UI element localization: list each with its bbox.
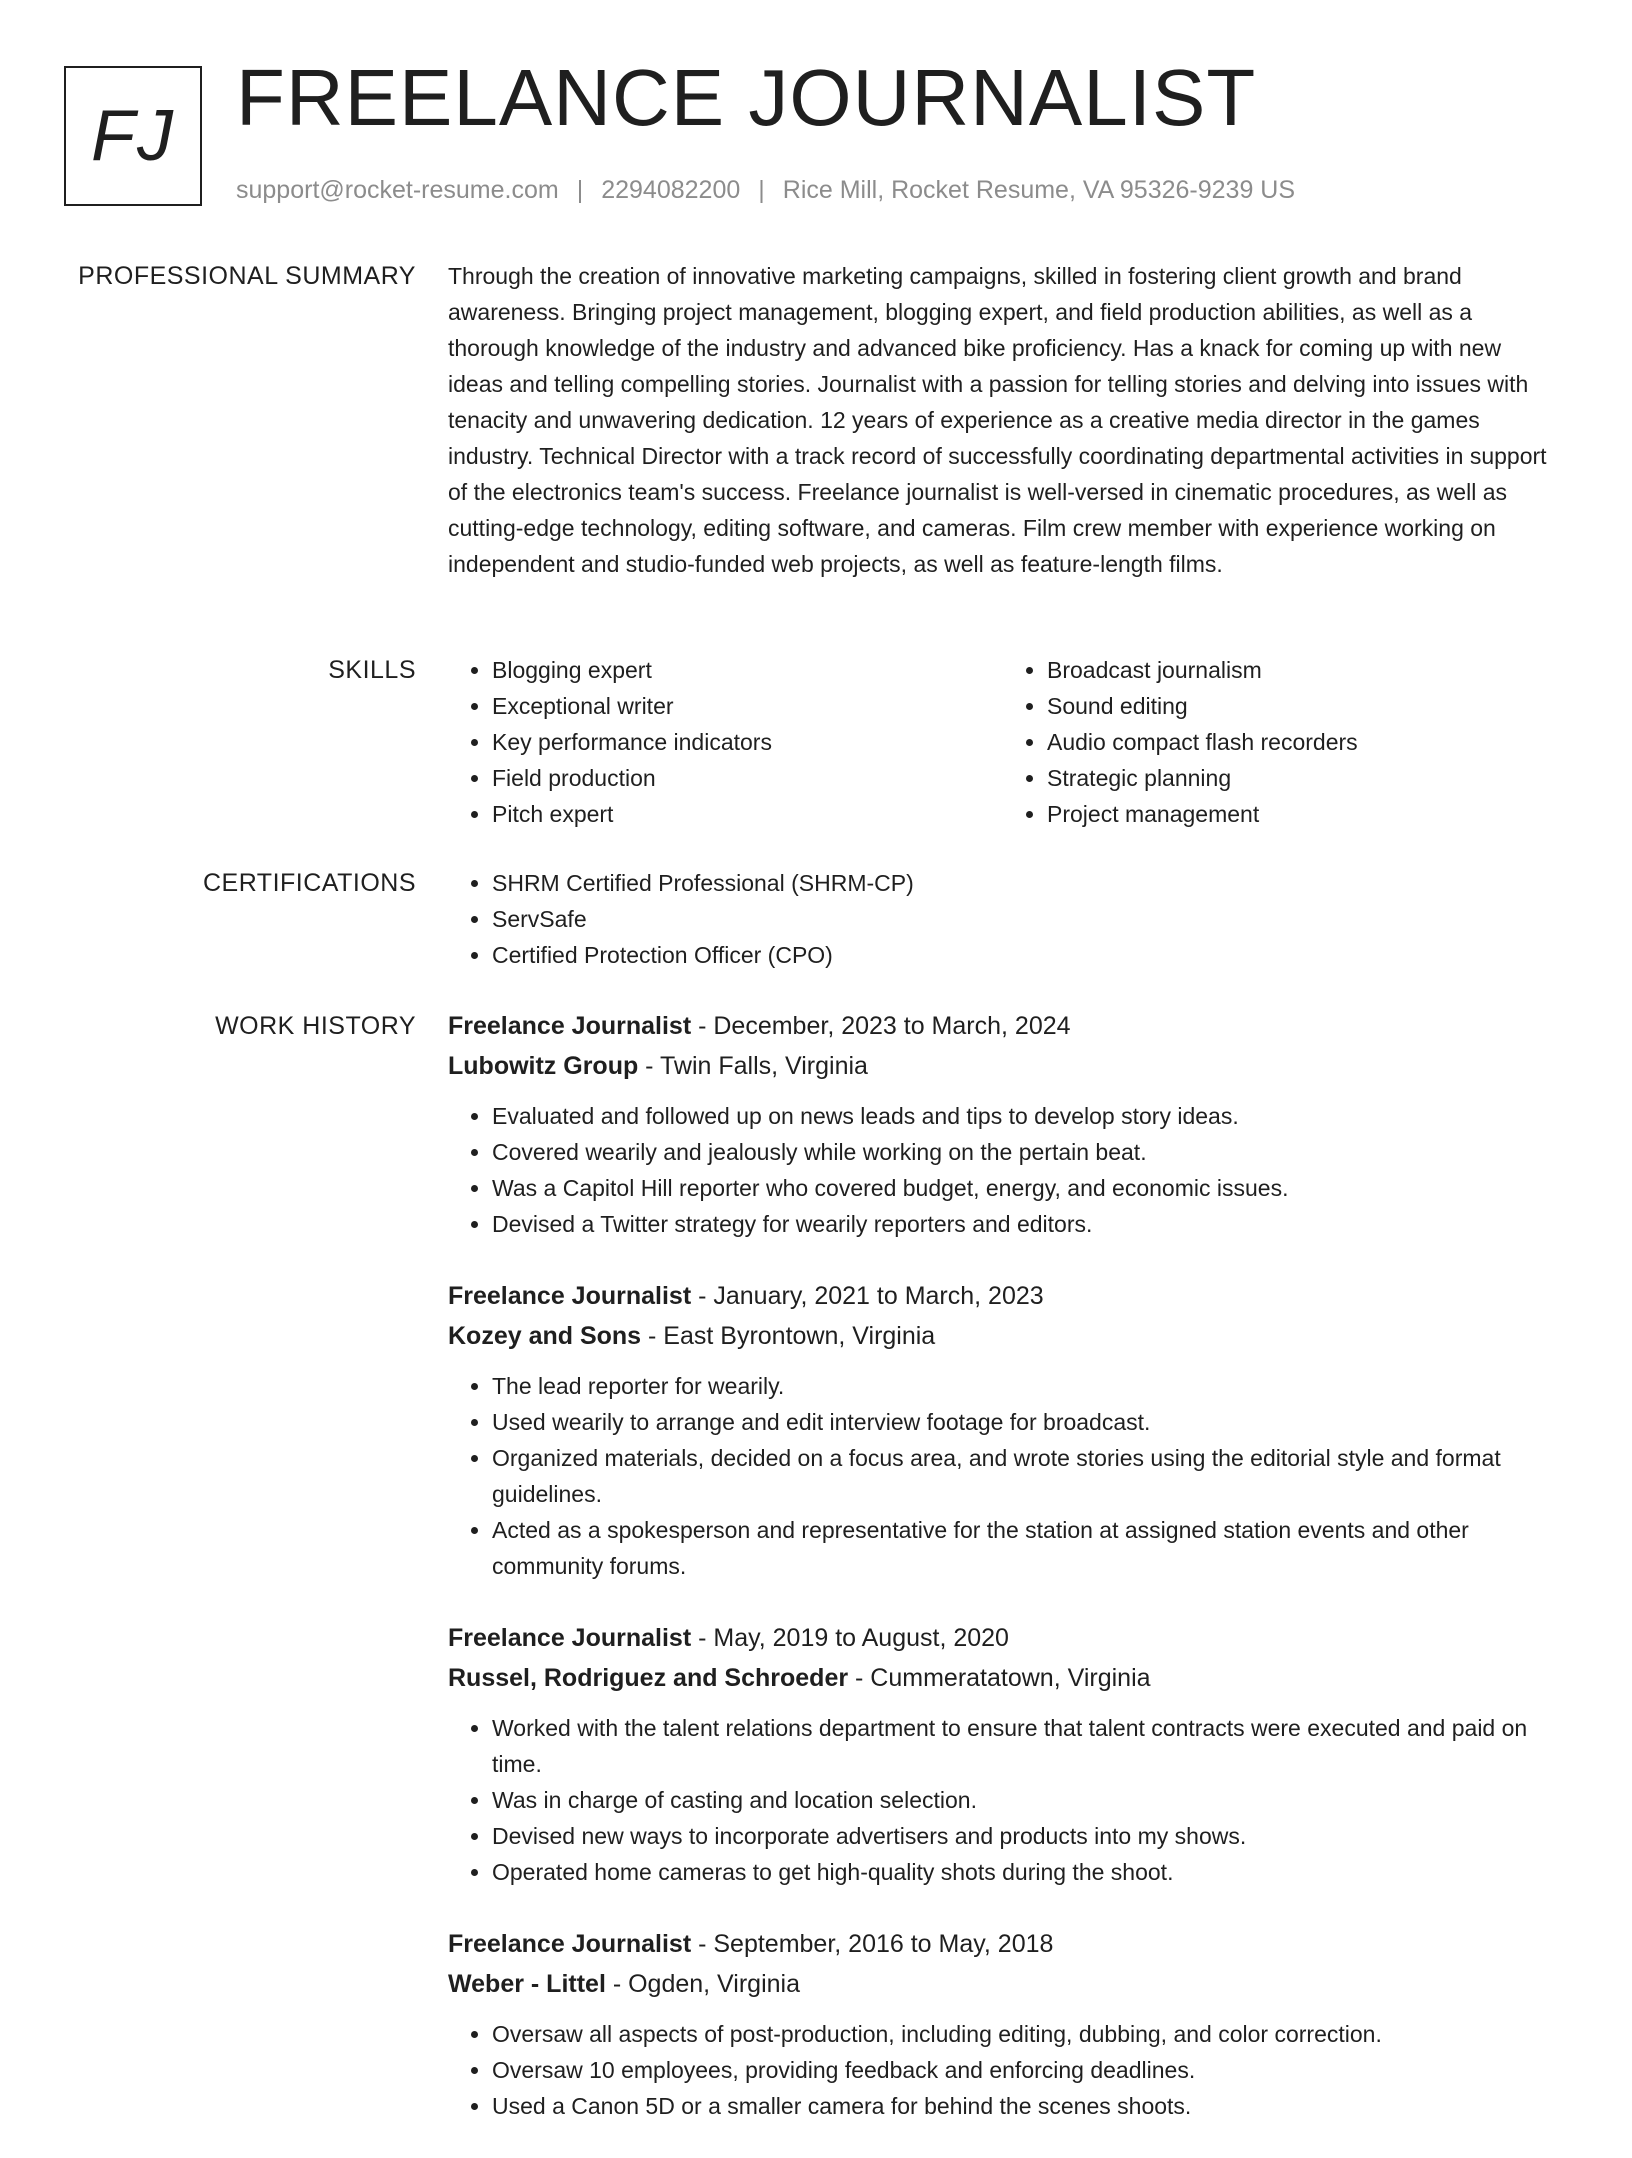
skill-item: • Field production <box>492 760 1003 796</box>
job-role: Freelance Journalist <box>448 1012 692 1040</box>
skill-item: • Key performance indicators <box>492 724 1003 760</box>
summary-title: PROFESSIONAL SUMMARY <box>78 262 416 290</box>
job-bullet: • Evaluated and followed up on news leads and tips to develop story ideas. <box>492 1098 1558 1134</box>
certification-item: • ServSafe <box>492 901 1558 937</box>
certification-item: • Certified Protection Officer (CPO) <box>492 937 1558 973</box>
job-company-line <box>448 1964 1558 2004</box>
job-company: Russel, Rodriguez and Schroeder <box>448 1664 849 1692</box>
work-history-body <box>448 1006 1558 2158</box>
certifications-body <box>448 865 1558 973</box>
summary-text: Through the creation of innovative marketing campaigns, skilled in fostering client growth and brand awareness. Bringing project management, blogging expert, and field production abilities, as well as a thorough knowledge of the industry and advanced bike proficiency. Has a knack for coming up with new ideas and telling compelling stories. Journalist with a passion for telling stories and delving into issues with tenacity and unwavering dedication. 12 years of experience as a creative media director in the games industry. Technical Director with a track record of successfully coordinating departmental activities in support of the electronics team's success. Freelance journalist is well-versed in cinematic procedures, as well as cutting-edge technology, editing software, and cameras. Film crew member with experience working on independent and studio-funded web projects, as well as feature-length films. <box>448 263 1547 577</box>
job-role: Freelance Journalist <box>448 1624 692 1652</box>
skill-item: • Blogging expert <box>492 652 1003 688</box>
job-bullets <box>448 2016 1558 2124</box>
job-location: - East Byrontown, Virginia <box>641 1322 936 1350</box>
job-company-line <box>448 1658 1558 1698</box>
job-title-line <box>448 1924 1558 1964</box>
job-location: - Ogden, Virginia <box>605 1970 800 1998</box>
job-title-line <box>448 1006 1558 1046</box>
job-bullet: • Operated home cameras to get high-quality shots during the shoot. <box>492 1854 1558 1890</box>
certification-item: • SHRM Certified Professional (SHRM-CP) <box>492 865 1558 901</box>
skills-list-left <box>448 652 1003 832</box>
work-history-title: WORK HISTORY <box>215 1012 416 1040</box>
monogram-box <box>64 66 202 206</box>
job-bullet: • The lead reporter for wearily. <box>492 1368 1558 1404</box>
job-location: - Cummeratatown, Virginia <box>848 1664 1151 1692</box>
job-bullet: • Devised new ways to incorporate advertisers and products into my shows. <box>492 1818 1558 1854</box>
job-bullet: • Covered wearily and jealously while working on the pertain beat. <box>492 1134 1558 1170</box>
job-entry <box>448 1924 1558 2124</box>
job-dates: - December, 2023 to March, 2024 <box>691 1012 1071 1040</box>
job-bullets <box>448 1710 1558 1890</box>
job-entry <box>448 1006 1558 1242</box>
skill-item: • Exceptional writer <box>492 688 1003 724</box>
skill-item: • Project management <box>1047 796 1558 832</box>
job-bullets <box>448 1098 1558 1242</box>
job-bullet: • Oversaw 10 employees, providing feedback and enforcing deadlines. <box>492 2052 1558 2088</box>
skills-title: SKILLS <box>328 656 416 684</box>
contact-line <box>236 176 1295 205</box>
certifications-list <box>448 865 1558 973</box>
job-location: - Twin Falls, Virginia <box>638 1052 868 1080</box>
skill-item: • Sound editing <box>1047 688 1558 724</box>
job-dates: - January, 2021 to March, 2023 <box>691 1282 1044 1310</box>
contact-separator: | <box>758 176 765 204</box>
contact-separator: | <box>576 176 584 204</box>
job-bullet: • Used a Canon 5D or a smaller camera for behind the scenes shoots. <box>492 2088 1558 2124</box>
job-bullets <box>448 1368 1558 1584</box>
job-bullet: • Was in charge of casting and location selection. <box>492 1782 1558 1818</box>
skills-columns <box>448 652 1558 832</box>
skill-item: • Broadcast journalism <box>1047 652 1558 688</box>
job-company-line <box>448 1316 1558 1356</box>
job-bullet: • Worked with the talent relations department to ensure that talent contracts were executed and paid on time. <box>492 1710 1558 1782</box>
job-bullet: • Used wearily to arrange and edit interview footage for broadcast. <box>492 1404 1558 1440</box>
monogram-initials: FJ <box>91 96 175 176</box>
job-bullet: • Devised a Twitter strategy for wearily reporters and editors. <box>492 1206 1558 1242</box>
contact-email: support@rocket-resume.com <box>236 176 559 204</box>
certifications-title: CERTIFICATIONS <box>202 869 416 897</box>
job-title-line <box>448 1618 1558 1658</box>
job-bullet: • Acted as a spokesperson and representative for the station at assigned station events and other community forums. <box>492 1512 1558 1584</box>
skill-item: • Audio compact flash recorders <box>1047 724 1558 760</box>
job-dates: - May, 2019 to August, 2020 <box>691 1624 1009 1652</box>
job-role: Freelance Journalist <box>448 1282 692 1310</box>
job-title-line <box>448 1276 1558 1316</box>
contact-phone: 2294082200 <box>601 176 741 204</box>
skill-item: • Strategic planning <box>1047 760 1558 796</box>
job-bullet: • Was a Capitol Hill reporter who covered budget, energy, and economic issues. <box>492 1170 1558 1206</box>
resume-name: FREELANCE JOURNALIST <box>236 53 1257 142</box>
skill-item: • Pitch expert <box>492 796 1003 832</box>
job-company: Weber - Littel <box>448 1970 606 1998</box>
job-entry <box>448 1618 1558 1890</box>
job-company: Kozey and Sons <box>448 1322 642 1350</box>
job-company: Lubowitz Group <box>448 1052 639 1080</box>
job-company-line <box>448 1046 1558 1086</box>
job-dates: - September, 2016 to May, 2018 <box>691 1930 1054 1958</box>
job-bullet: • Organized materials, decided on a focus area, and wrote stories using the editorial style and format guidelines. <box>492 1440 1558 1512</box>
contact-address: Rice Mill, Rocket Resume, VA 95326-9239 US <box>782 176 1296 204</box>
job-role: Freelance Journalist <box>448 1930 692 1958</box>
skills-list-right <box>1003 652 1558 832</box>
job-bullet: • Oversaw all aspects of post-production, including editing, dubbing, and color correction. <box>492 2016 1558 2052</box>
job-entry <box>448 1276 1558 1584</box>
